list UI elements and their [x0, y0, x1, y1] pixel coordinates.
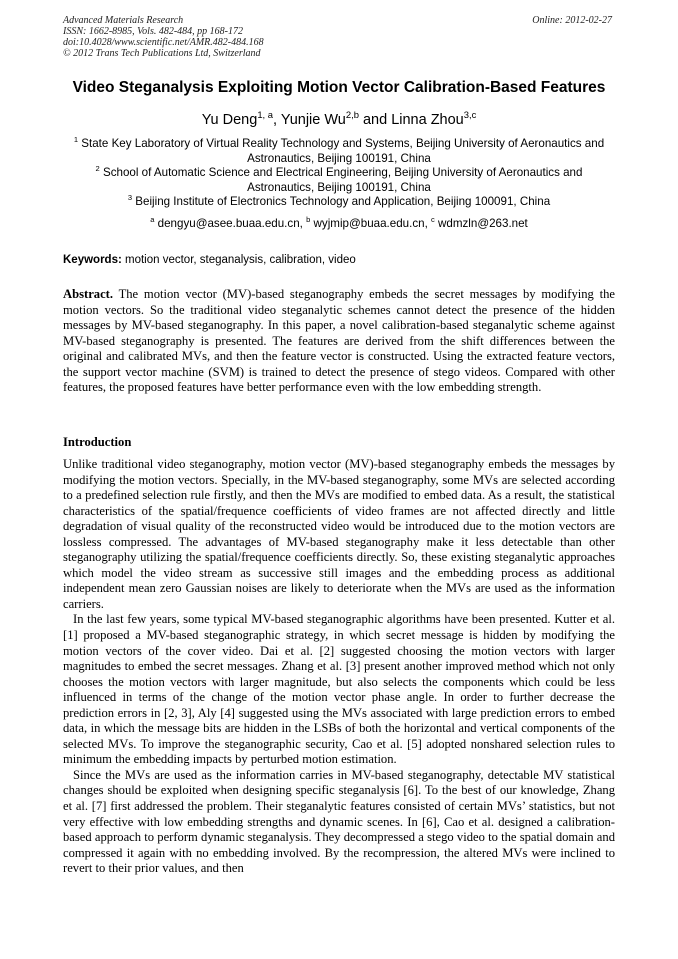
abstract-label: Abstract.	[63, 287, 114, 301]
journal-name: Advanced Materials Research	[63, 15, 184, 26]
affiliation-item: $^2$ School of Automatic Science and Electrical Engineering, Beijing University of Aeronautics and Astronautics, Beijing 100191, China	[95, 164, 583, 194]
section-heading-introduction: Introduction	[63, 435, 132, 449]
issn-line: ISSN: 1662-8985, Vols. 482-484, pp 168-172	[63, 26, 243, 37]
introduction-body	[63, 457, 615, 877]
keywords-label: Keywords:	[63, 254, 122, 266]
journal-header	[63, 15, 463, 59]
abstract	[63, 287, 615, 396]
copyright-line: © 2012 Trans Tech Publications Ltd, Switzerland	[63, 48, 261, 59]
email-link: wyjmip@buaa.edu.cn	[313, 216, 425, 230]
paragraph: In the last few years, some typical MV-based steganographic algorithms have been presented. Kutter et al. [1] proposed a MV-based steganographic strategy, in which secret message is hidden by modifying the motion vectors of the cover video. Dai et al. [2] suggested choosing the motion vectors with larger magnitudes to embed the secret messages. Zhang et al. [3] present another improved method which not only chooses the motion vectors with larger magnitude, but also selects the components which could be less influenced in terms of the change of the motion vector phase angle. In order to further decrease the prediction errors in [2, 3], Aly [4] suggested using the MVs associated with large prediction errors to embed data, in which the message bits are hidden in the LSBs of both the horizontal and vertical components of the selected MVs. To improve the steganographic security, Cao et al. [5] adopted nonshared selection rules to minimum the embedding impacts by perturbed motion estimation.	[63, 612, 615, 767]
paragraph: Since the MVs are used as the information carries in MV-based steganography, detectable MV statistical changes should be exploited when designing specific steganalysis [6]. To the best of our knowledge, Zhang et al. [7] first addressed the problem. Their steganalytic features consisted of certain MVs’ statistics, but not very effective with low embedding strengths and dynamic scenes. In [6], Cao et al. designed a calibration-based approach to perform dynamic steganalysis. They decompressed a stego video to the spatial domain and compressed it again with no embedding involved. By the recompression, the altered MVs were inclined to revert to their prior values, and then	[63, 767, 615, 876]
doi-line: doi:10.4028/www.scientific.net/AMR.482-484.168	[63, 37, 264, 48]
email-link: wdmzln@263.net	[438, 216, 528, 230]
keywords	[63, 254, 615, 266]
email-link: dengyu@asee.buaa.edu.cn	[157, 216, 300, 230]
email-line: $^a$ dengyu@asee.buaa.edu.cn, $^b$ wyjmip@buaa.edu.cn, $^c$ wdmzln@263.net	[150, 214, 528, 230]
abstract-text: The motion vector (MV)-based steganography embeds the secret messages by modifying the motion vectors. So the traditional video steganalytic schemes cannot detect the presence of the hidden messages by MV-based steganography. In this paper, a novel calibration-based steganalytic scheme against MV-based steganography is presented. The features are derived from the shift differences between the original and calibrated MVs, and then the feature vector is constructed. Using the extracted feature vectors, the support vector machine (SVM) is trained to detect the presence of stego videos. Compared with other features, the proposed features have better performance even with the low embedding strength.	[63, 287, 615, 395]
author-sup: 1, a	[257, 109, 274, 121]
affiliation-item: $^1$ State Key Laboratory of Virtual Reality Technology and Systems, Beijing University of Aeronautics and Astronautics, Beijing 100191, China	[73, 135, 605, 165]
keywords-text: motion vector, steganalysis, calibration, video	[125, 254, 356, 266]
author-list: Yu Deng$^{1, a}$, Yunjie Wu$^{2,b}$ and Linna Zhou$^{3,c}$	[201, 109, 477, 128]
author-name: Linna Zhou	[391, 112, 464, 128]
author-name: Yu Deng	[201, 112, 258, 128]
author-sup: 2,b	[345, 109, 359, 121]
author-name: Yunjie Wu	[280, 112, 346, 128]
paragraph: Unlike traditional video steganography, motion vector (MV)-based steganography embeds the messages by modifying the motion vectors. Specially, in the MV-based steganography, some MVs are selected according to a predefined selection rule firstly, and then the MVs are modified to embed data. As a result, the statistical characteristics of the spatial/frequence coefficients of video frames are not affected directly and little degradation of visual quality of the reconstructed video would be introduced due to the motion vectors are lossless compressed. The advantages of MV-based steganography make it less detectable than other steganography utilizing the spatial/frequence coefficients directly. So, these existing steganalytic approaches which model the video stream as successive still images and the embedding process as additional independent mean zero Gaussian noises are likely to deteriorate when the MVs are used as the information carriers.	[63, 457, 615, 611]
online-date: Online: 2012-02-27	[532, 15, 612, 26]
affiliations	[62, 137, 616, 231]
author-sup: 3,c	[463, 109, 477, 121]
affiliation-item: $^3$ Beijing Institute of Electronics Technology and Application, Beijing 100091, China	[127, 193, 551, 208]
paper-title: Video Steganalysis Exploiting Motion Vector Calibration-Based Features	[72, 79, 606, 96]
